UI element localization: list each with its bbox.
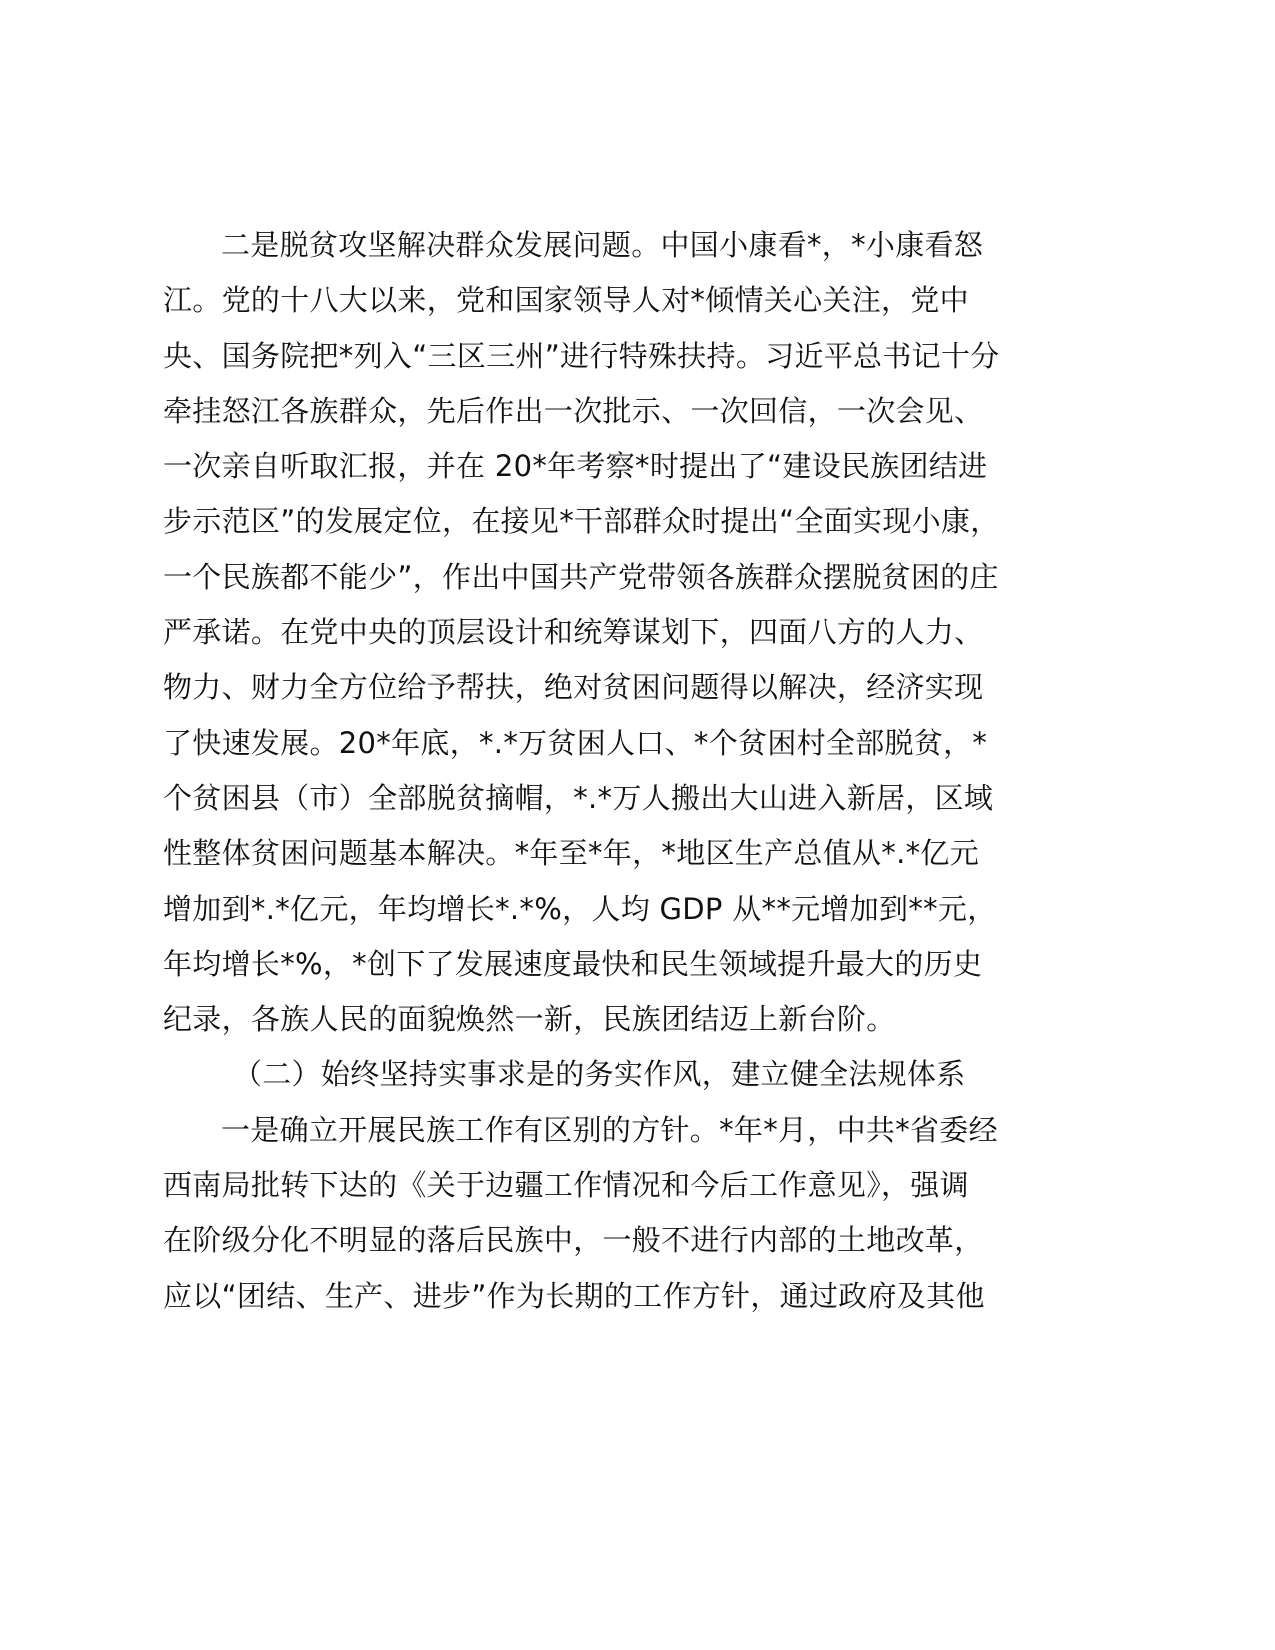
- paragraph-line: 纪录，各族人民的面貌焕然一新，民族团结迈上新台阶。: [163, 1002, 896, 1037]
- body-text: [163, 218, 1113, 1324]
- paragraph-line: 步示范区”的发展定位，在接见*干部群众时提出“全面实现小康，: [163, 504, 1000, 539]
- paragraph-line: 一个民族都不能少”，作出中国共产党带领各族群众摆脱贫困的庄: [163, 559, 999, 594]
- paragraph-line: 增加到*.*亿元，年均增长*.*%，人均 GDP 从**元增加到**元，: [163, 891, 997, 926]
- paragraph-line: 年均增长*%，*创下了发展速度最快和民生领域提升最大的历史: [163, 946, 983, 981]
- paragraph-line: 一是确立开展民族工作有区别的方针。*年*月，中共*省委经: [221, 1112, 998, 1147]
- paragraph-line: 央、国务院把*列入“三区三州”进行特殊扶持。习近平总书记十分: [163, 338, 1000, 373]
- section-heading: （二）始终坚持实事求是的务实作风，建立健全法规体系: [233, 1057, 966, 1092]
- paragraph-line: 应以“团结、生产、进步”作为长期的工作方针，通过政府及其他: [163, 1278, 985, 1313]
- paragraph-line: 了快速发展。20*年底，*.*万贫困人口、*个贫困村全部脱贫，*: [163, 725, 988, 760]
- paragraph-line: 西南局批转下达的《关于边疆工作情况和今后工作意见》，强调: [163, 1168, 969, 1203]
- paragraph-line: 严承诺。在党中央的顶层设计和统筹谋划下，四面八方的人力、: [163, 615, 984, 650]
- paragraph-line: 江。党的十八大以来，党和国家领导人对*倾情关心关注，党中: [163, 283, 969, 318]
- paragraph-line: 物力、财力全方位给予帮扶，绝对贫困问题得以解决，经济实现: [163, 670, 984, 705]
- paragraph-line: 在阶级分化不明显的落后民族中，一般不进行内部的土地改革，: [163, 1223, 984, 1258]
- paragraph-line: 个贫困县（市）全部脱贫摘帽，*.*万人搬出大山进入新居，区域: [163, 780, 994, 815]
- paragraph-line: 二是脱贫攻坚解决群众发展问题。中国小康看*，*小康看怒: [221, 228, 984, 262]
- paragraph-line: 一次亲自听取汇报，并在 20*年考察*时提出了“建设民族团结进: [163, 449, 988, 484]
- paragraph-line: 牵挂怒江各族群众，先后作出一次批示、一次回信，一次会见、: [163, 393, 984, 428]
- paragraph-line: 性整体贫困问题基本解决。*年至*年，*地区生产总值从*.*亿元: [163, 836, 980, 871]
